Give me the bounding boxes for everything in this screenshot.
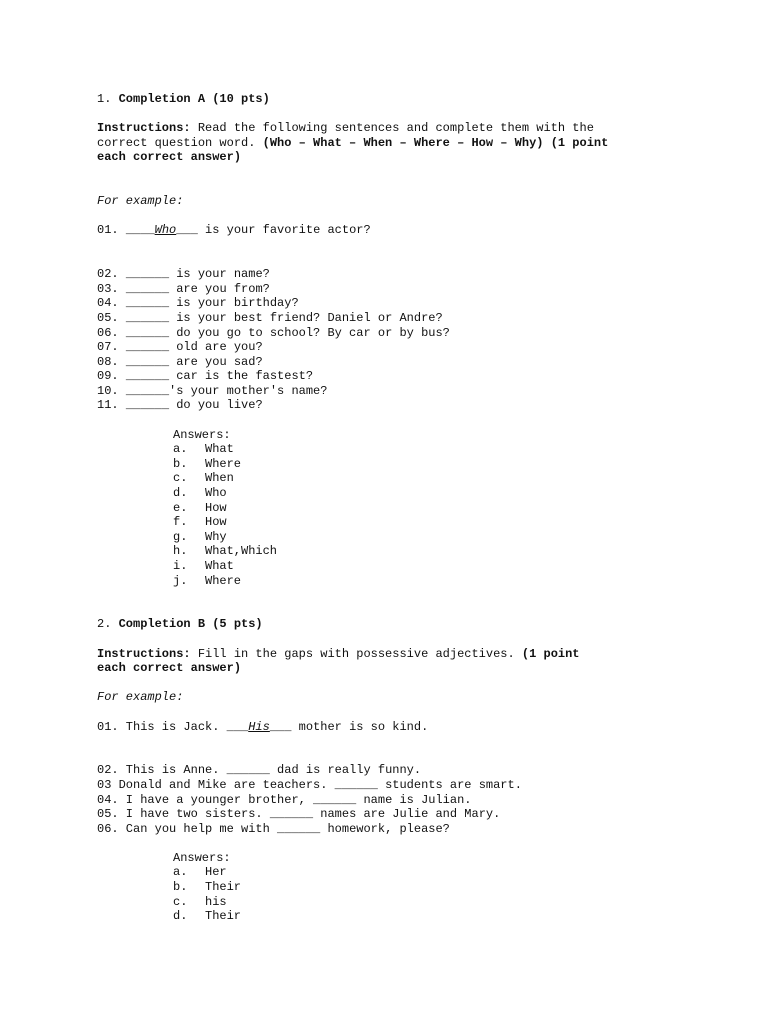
- instructions-bold-text: (Who – What – When – Where – How – Why) (1 point: [262, 135, 609, 150]
- question-number: 03.: [97, 281, 119, 296]
- question-row: [97, 807, 697, 822]
- question-number: 04.: [97, 296, 119, 311]
- section1-example-label: For example:: [97, 194, 184, 209]
- question-number: 06.: [97, 325, 119, 340]
- answer-letter: h.: [173, 544, 188, 559]
- answer-letter: a.: [173, 442, 188, 457]
- section2-number: 2.: [97, 617, 112, 632]
- answer-text: Why: [205, 529, 227, 544]
- answer-text: his: [205, 894, 227, 909]
- question-row: [97, 822, 697, 837]
- worksheet-page: [97, 92, 697, 924]
- question-text: old are you?: [169, 340, 263, 355]
- answer-text: What: [205, 442, 234, 457]
- answer-letter: e.: [173, 500, 188, 515]
- section1-answer-list: [173, 442, 697, 588]
- example-number: 01.: [97, 223, 126, 238]
- question-row: [97, 267, 697, 282]
- question-number: 10.: [97, 383, 119, 398]
- question-row: [97, 311, 697, 326]
- example-blank: ____: [125, 223, 155, 238]
- question-text: homework, please?: [320, 821, 450, 836]
- answer-letter: b.: [173, 880, 188, 895]
- section1-instructions-line3: each correct answer): [97, 150, 242, 165]
- answer-blank: ______: [334, 777, 378, 792]
- section1-heading: [97, 92, 697, 107]
- question-number: 05.: [97, 310, 119, 325]
- answer-blank: ______: [125, 296, 170, 311]
- answer-text: Their: [205, 909, 242, 924]
- answer-text: How: [205, 515, 227, 530]
- section2-instructions-line1: [97, 647, 697, 662]
- question-text: I have a younger brother,: [118, 792, 314, 807]
- question-number: 08.: [97, 354, 119, 369]
- question-text: This is Anne.: [118, 763, 227, 778]
- answer-item: [173, 442, 697, 457]
- answer-text: Her: [205, 865, 227, 880]
- section1-example-sentence: [97, 223, 697, 238]
- section1-question-list: [97, 267, 697, 413]
- question-text: is your name?: [169, 267, 270, 282]
- instructions-text: correct question word.: [97, 135, 263, 150]
- answers-label: Answers:: [173, 850, 231, 865]
- answers-label: Answers:: [173, 427, 231, 442]
- question-text: car is the fastest?: [169, 369, 314, 384]
- question-number: 11.: [97, 398, 119, 413]
- question-text: Can you help me with: [118, 821, 278, 836]
- answer-letter: d.: [173, 909, 188, 924]
- question-text: students are smart.: [377, 777, 522, 792]
- question-text: 's your mother's name?: [169, 383, 328, 398]
- question-row: [97, 296, 697, 311]
- answer-item: [173, 574, 697, 589]
- question-number: 09.: [97, 369, 119, 384]
- question-row: [97, 778, 697, 793]
- answer-blank: ______: [125, 398, 170, 413]
- answer-text: What: [205, 559, 234, 573]
- question-row: [97, 763, 697, 778]
- answer-blank: ______: [125, 369, 170, 384]
- instructions-label: Instructions:: [97, 121, 191, 136]
- answer-item: [173, 530, 697, 545]
- example-answer: His: [248, 719, 270, 734]
- answer-letter: i.: [173, 559, 188, 573]
- answer-item: [173, 865, 697, 880]
- question-row: [97, 384, 697, 399]
- question-text: do you go to school? By car or by bus?: [169, 325, 450, 340]
- answer-blank: ______: [313, 792, 357, 807]
- answer-text: Where: [205, 573, 242, 588]
- question-text: names are Julie and Mary.: [313, 807, 501, 822]
- answer-letter: g.: [173, 529, 188, 544]
- question-text: are you sad?: [169, 354, 263, 369]
- answer-blank: ______: [125, 340, 170, 355]
- section1-instructions-line2: [97, 136, 697, 151]
- question-row: [97, 340, 697, 355]
- question-number: 02.: [97, 267, 119, 282]
- answer-item: [173, 544, 697, 559]
- example-text: 01. This is Jack.: [97, 719, 227, 734]
- answer-letter: f.: [173, 515, 188, 530]
- answer-letter: j.: [173, 573, 188, 588]
- answer-blank: ______: [125, 310, 170, 325]
- answer-blank: ______: [125, 325, 170, 340]
- answer-blank: ______: [226, 763, 270, 778]
- question-text: I have two sisters.: [118, 807, 270, 822]
- answer-text: What,Which: [205, 544, 278, 559]
- answer-blank: ______: [125, 354, 170, 369]
- question-text: dad is really funny.: [269, 763, 422, 778]
- answer-blank: ______: [277, 821, 321, 836]
- question-text: name is Julian.: [356, 792, 472, 807]
- section1-title: Completion A (10 pts): [118, 92, 270, 106]
- question-number: 05.: [97, 807, 119, 822]
- section2-instructions-line2: each correct answer): [97, 661, 242, 676]
- answer-blank: ______: [269, 807, 314, 822]
- example-text: mother is so kind.: [291, 719, 429, 734]
- section2-example-label: For example:: [97, 690, 184, 705]
- question-row: [97, 282, 697, 297]
- question-row: [97, 793, 697, 808]
- answer-item: [173, 559, 697, 574]
- example-answer: Who: [154, 223, 177, 238]
- example-blank: ___: [226, 719, 249, 734]
- question-number: 03: [97, 777, 112, 792]
- section1-answers: [97, 428, 697, 589]
- answer-letter: c.: [173, 894, 188, 909]
- question-row: [97, 355, 697, 370]
- section2-question-list: [97, 763, 697, 836]
- question-number: 06.: [97, 821, 119, 836]
- section2-heading: [97, 617, 697, 632]
- answer-item: [173, 457, 697, 472]
- question-text: Donald and Mike are teachers.: [111, 777, 335, 792]
- answer-blank: ______: [125, 267, 170, 282]
- question-row: [97, 369, 697, 384]
- answer-letter: c.: [173, 471, 188, 486]
- instructions-text: Fill in the gaps with possessive adjectives.: [190, 646, 522, 661]
- question-row: [97, 326, 697, 341]
- answer-letter: b.: [173, 456, 188, 471]
- example-text: is your favorite actor?: [197, 223, 371, 238]
- example-blank: ___: [176, 223, 198, 238]
- example-blank: ___: [269, 719, 292, 734]
- answer-letter: d.: [173, 486, 188, 501]
- instructions-bold-text: (1 point: [521, 646, 580, 661]
- answer-item: [173, 880, 697, 895]
- question-number: 04.: [97, 792, 119, 807]
- answer-item: [173, 895, 697, 910]
- question-text: is your best friend? Daniel or Andre?: [169, 310, 443, 325]
- answer-item: [173, 909, 697, 924]
- question-text: are you from?: [169, 281, 270, 296]
- answer-text: Who: [205, 486, 227, 501]
- question-row: [97, 398, 697, 413]
- answer-text: When: [205, 471, 234, 486]
- instructions-label: Instructions:: [97, 646, 191, 661]
- answer-item: [173, 471, 697, 486]
- section2-title: Completion B (5 pts): [118, 617, 263, 632]
- answer-text: How: [205, 500, 227, 515]
- answer-text: Where: [205, 456, 242, 471]
- answer-item: [173, 501, 697, 516]
- section2-answers: [97, 851, 697, 924]
- question-number: 07.: [97, 340, 119, 355]
- answer-blank: ______: [125, 281, 170, 296]
- question-number: 02.: [97, 763, 119, 778]
- answer-blank: ______: [125, 383, 170, 398]
- answer-text: Their: [205, 880, 242, 895]
- section1-number: 1.: [97, 92, 112, 106]
- section1-instructions-line1: [97, 121, 697, 136]
- instructions-text: Read the following sentences and complete them with the: [190, 121, 594, 136]
- question-text: do you live?: [169, 398, 263, 413]
- answer-letter: a.: [173, 865, 188, 880]
- answer-item: [173, 515, 697, 530]
- section2-example-sentence: [97, 720, 697, 735]
- question-text: is your birthday?: [169, 296, 299, 311]
- section2-answer-list: [173, 865, 697, 923]
- answer-item: [173, 486, 697, 501]
